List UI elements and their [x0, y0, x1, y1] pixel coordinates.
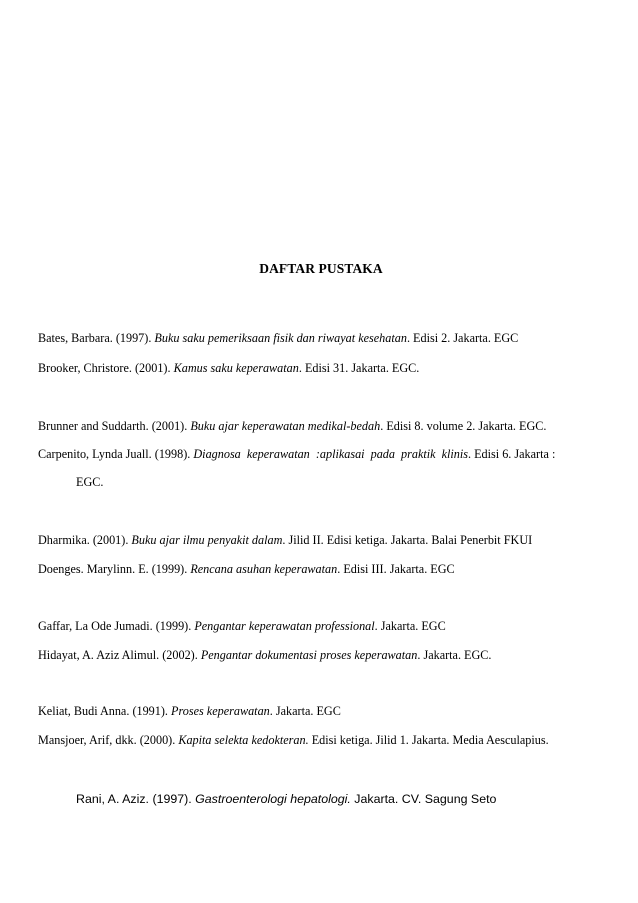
reference-entry	[38, 703, 341, 719]
reference-author-year: Rani, A. Aziz. (1997).	[76, 792, 196, 806]
reference-publisher: Jakarta. CV. Sagung Seto	[350, 792, 497, 806]
reference-publisher: . Edisi 2. Jakarta. EGC	[406, 331, 519, 345]
reference-publisher: . Jilid II. Edisi ketiga. Jakarta. Balai Penerbit FKUI	[282, 533, 533, 547]
reference-author-year: Hidayat, A. Aziz Alimul. (2002).	[38, 648, 201, 662]
reference-title: Pengantar keperawatan professional	[194, 619, 375, 633]
reference-author-year: Mansjoer, Arif, dkk. (2000).	[38, 733, 179, 747]
reference-publisher: EGC.	[76, 475, 104, 489]
reference-title: Pengantar dokumentasi proses keperawatan	[200, 648, 418, 662]
reference-title: Buku ajar ilmu penyakit dalam	[131, 533, 283, 547]
reference-title: Buku ajar keperawatan medikal-bedah	[190, 419, 381, 433]
reference-publisher: . Jakarta. EGC	[269, 704, 341, 718]
page-title: DAFTAR PUSTAKA	[259, 261, 383, 276]
reference-author-year: Gaffar, La Ode Jumadi. (1999).	[38, 619, 195, 633]
reference-title: Proses keperawatan	[171, 704, 270, 718]
reference-title: Gastroenterologi hepatologi.	[195, 792, 351, 806]
reference-publisher: . Jakarta. EGC.	[417, 648, 492, 662]
reference-title: Rencana asuhan keperawatan	[190, 562, 338, 576]
reference-publisher: . Edisi 31. Jakarta. EGC.	[298, 361, 420, 375]
reference-title: Kapita selekta kedokteran.	[178, 733, 309, 747]
reference-author-year: Keliat, Budi Anna. (1991).	[38, 704, 172, 718]
reference-entry	[76, 791, 496, 807]
reference-entry	[38, 618, 446, 634]
reference-entry-continuation	[76, 474, 103, 490]
reference-entry	[38, 360, 419, 376]
reference-publisher: . Jakarta. EGC	[374, 619, 446, 633]
reference-author-year: Brunner and Suddarth. (2001).	[38, 419, 191, 433]
reference-title: Buku saku pemeriksaan fisik dan riwayat kesehatan	[154, 331, 407, 345]
reference-author-year: Dharmika. (2001).	[38, 533, 132, 547]
reference-entry	[38, 330, 518, 346]
reference-entry	[38, 561, 455, 577]
reference-entry	[38, 532, 532, 548]
reference-publisher: Edisi ketiga. Jilid 1. Jakarta. Media Aesculapius.	[308, 733, 549, 747]
reference-entry	[38, 732, 549, 748]
reference-title: Diagnosa keperawatan :aplikasai pada praktik klinis	[193, 447, 469, 461]
reference-publisher: . Edisi 6. Jakarta :	[468, 447, 556, 461]
reference-author-year: Carpenito, Lynda Juall. (1998).	[38, 447, 194, 461]
reference-author-year: Brooker, Christore. (2001).	[38, 361, 174, 375]
reference-publisher: . Edisi III. Jakarta. EGC	[337, 562, 455, 576]
reference-publisher: . Edisi 8. volume 2. Jakarta. EGC.	[380, 419, 547, 433]
reference-entry	[38, 418, 546, 434]
reference-entry	[38, 446, 555, 462]
reference-entry	[38, 647, 491, 663]
reference-title: Kamus saku keperawatan	[173, 361, 299, 375]
reference-author-year: Doenges. Marylinn. E. (1999).	[38, 562, 191, 576]
reference-author-year: Bates, Barbara. (1997).	[38, 331, 155, 345]
